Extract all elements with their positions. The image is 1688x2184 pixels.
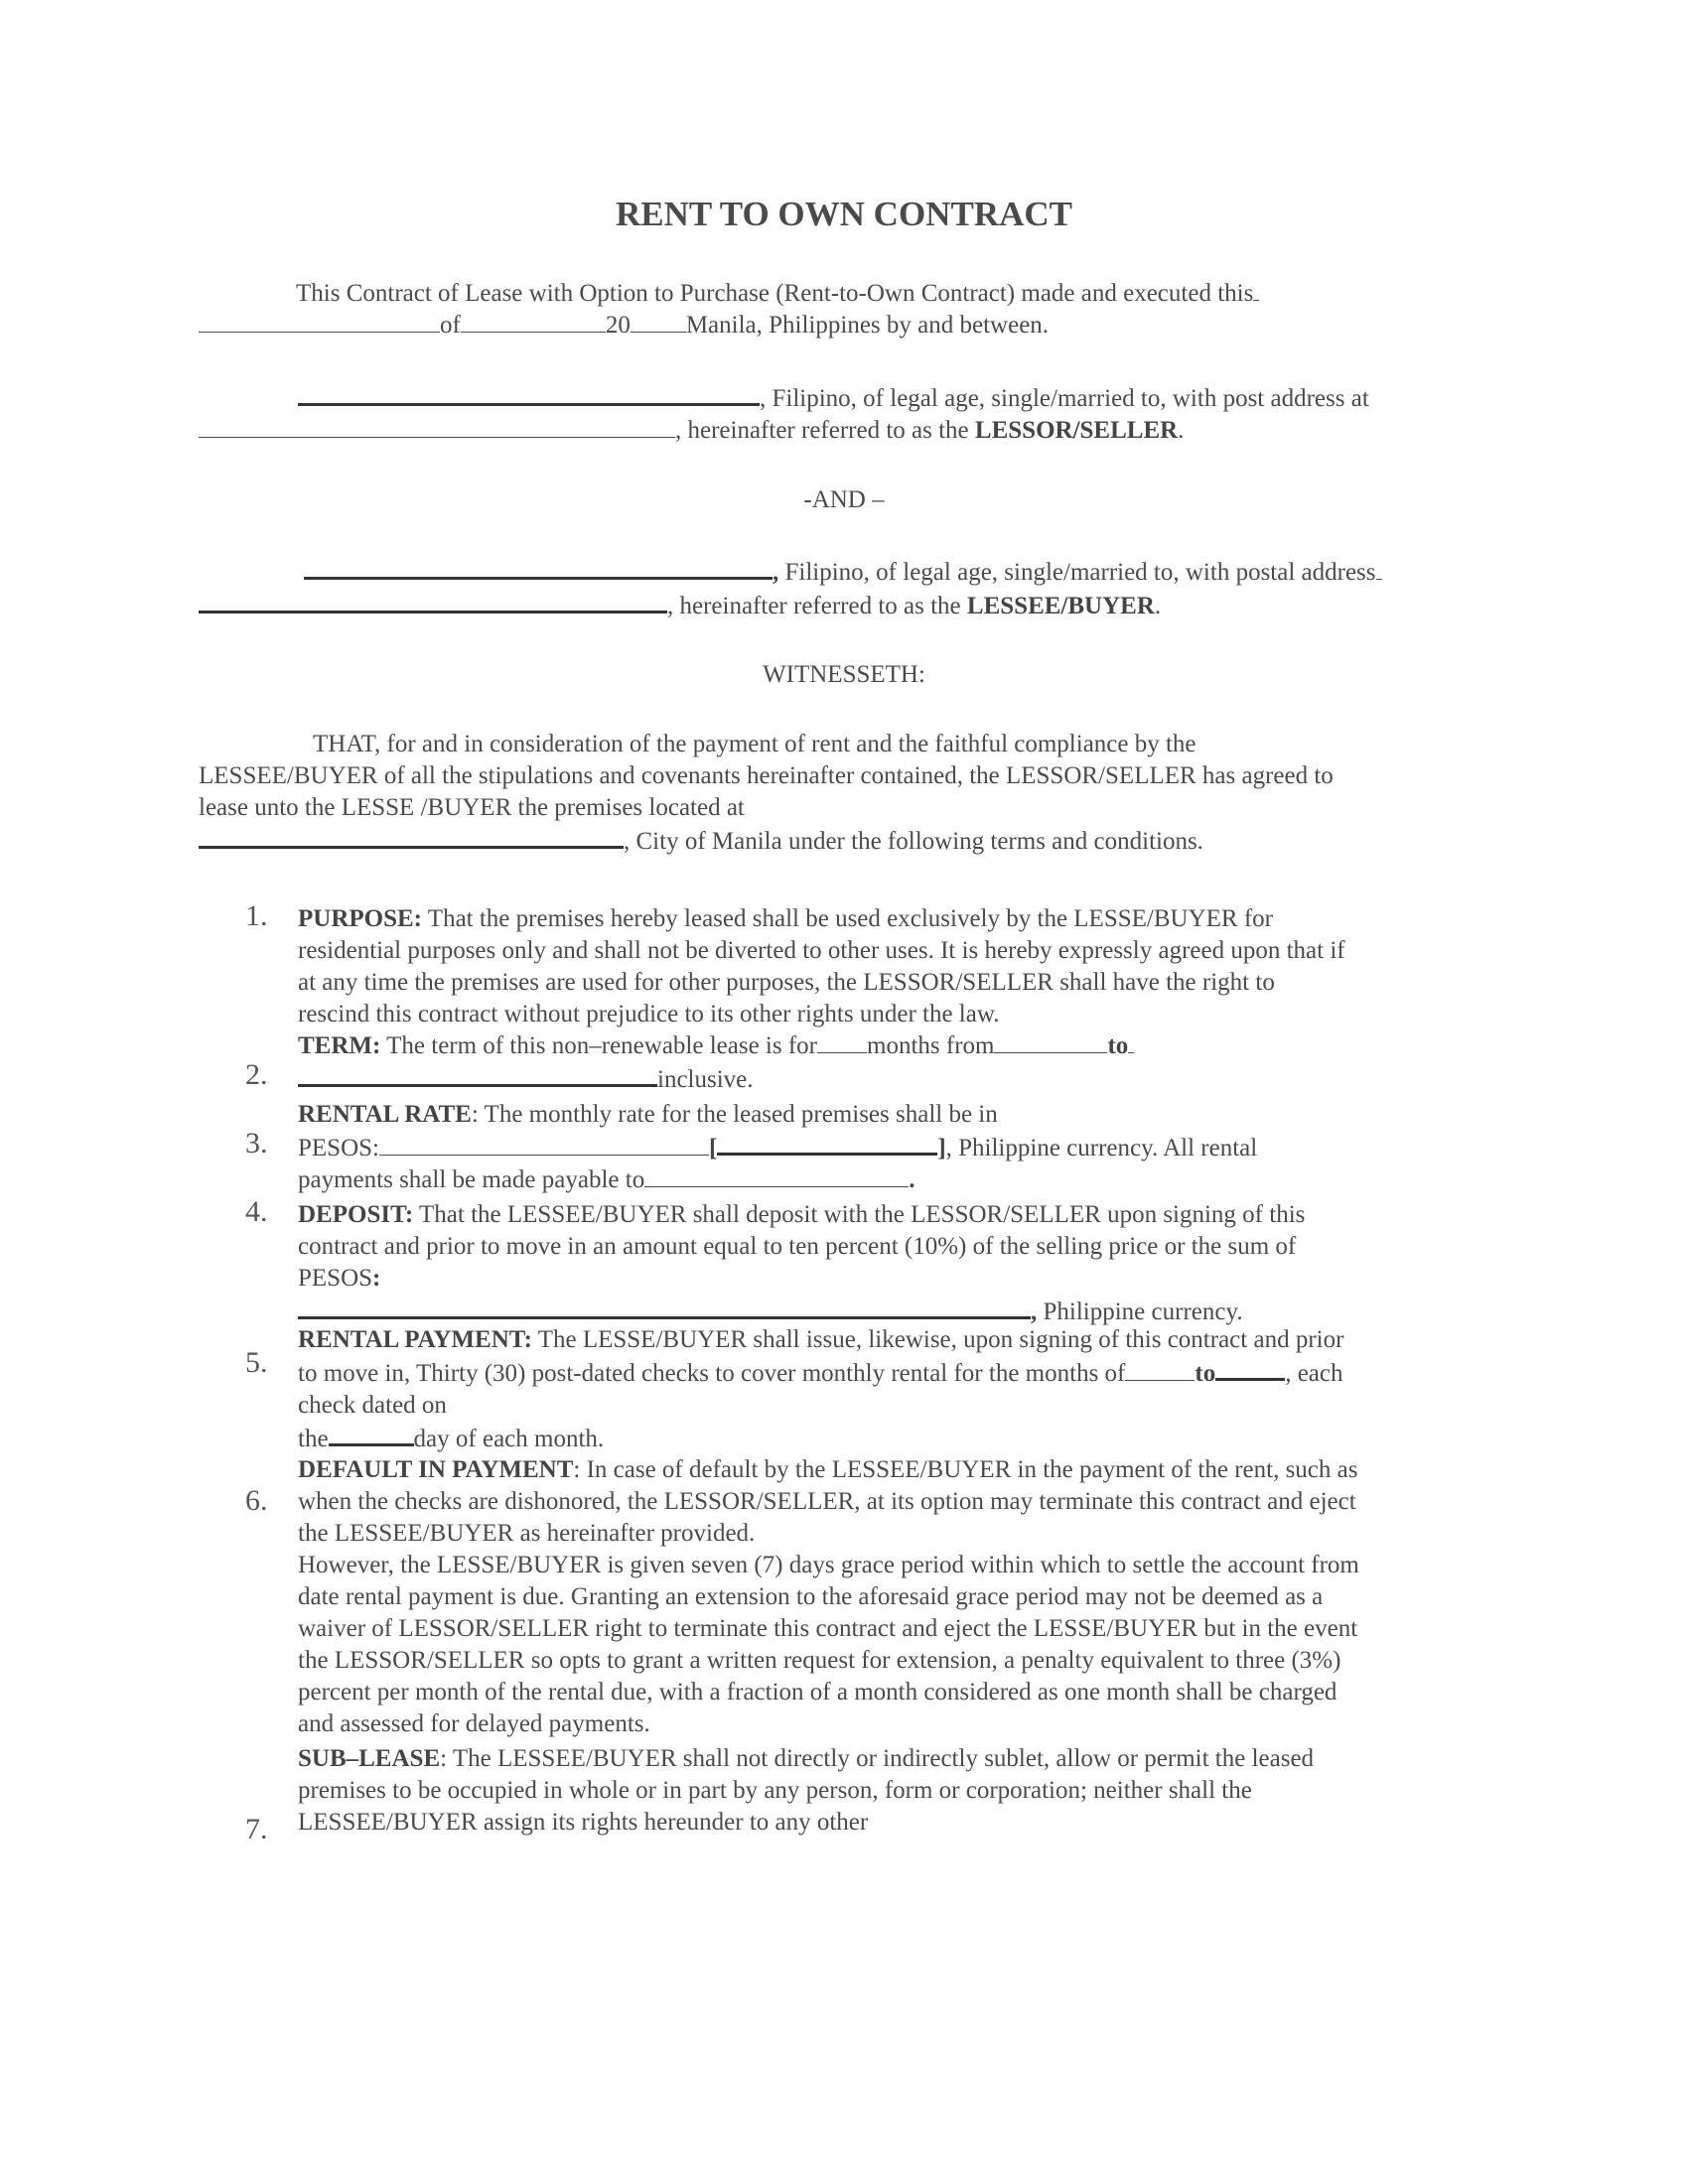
default-clause: DEFAULT IN PAYMENT: In case of default by the LESSEE/BUYER in the payment of the rent, such as when the checks are dishonored, the LESSOR/SELLER, at its option may terminate this contract and eject the LESSEE/BUYER as hereinafter provided. However, the LESSE/BUYER is given seven (7) days grace period within which to settle the account from date rental payment is due. Granting an extension to the aforesaid grace period may not be deemed as a waiver of LESSOR/SELLER right to terminate this contract and eject the LESSE/BUYER but in the event the LESSOR/SELLER so opts to grant a written request for extension, a penalty equivalent to three (3%) percent per month of the rental due, with a fraction of a month considered as one month shall be charged and assessed for delayed payments. bbox=[298, 1456, 1359, 1737]
rental-rate-clause: RENTAL RATE: The monthly rate for the leased premises shall be in PESOS: [ ], Philippine currency. All rental payments shall be made payable to . bbox=[298, 1101, 1258, 1193]
deposit-heading: DEPOSIT: bbox=[298, 1201, 414, 1228]
lessor-name-blank[interactable] bbox=[298, 381, 760, 406]
item-number-2: 2. bbox=[245, 1058, 268, 1091]
that-clause: THAT, for and in consideration of the payment of rent and the faithful compliance by the LESSEE/BUYER of all the stipulations and covenants hereinafter contained, the LESSOR/SELLER has agreed to lease unto the LESSE /BUYER the premises located at , City of Manila under the following terms and conditions. bbox=[199, 731, 1334, 855]
sublease-clause: SUB–LEASE: The LESSEE/BUYER shall not directly or indirectly sublet, allow or permit the leased premises to be occupied in whole or in part by any person, form or corporation; neither shall the LESSEE/BUYER assign its rights hereunder to any other bbox=[298, 1745, 1315, 1836]
purpose-clause: PURPOSE: That the premises hereby leased shall be used exclusively by the LESSE/BUYER for residential purposes only and shall not be diverted to other uses. It is hereby expressly agreed upon that if at any time the premises are used for other purposes, the LESSOR/SELLER shall have the right to rescind this contract without prejudice to its other rights under the law. bbox=[298, 905, 1345, 1027]
check-day-blank[interactable] bbox=[329, 1422, 414, 1446]
document-title: RENT TO OWN CONTRACT bbox=[616, 195, 1072, 233]
lessee-address-blank-start[interactable] bbox=[1376, 557, 1382, 580]
term-months-blank[interactable] bbox=[817, 1030, 867, 1053]
rental-payment-clause: RENTAL PAYMENT: The LESSE/BUYER shall issue, likewise, upon signing of this contract and prior to move in, Thirty (30) post-dated checks to cover monthly rental for the months of to , each check dated on the day of each month. bbox=[298, 1326, 1344, 1452]
item-number-4: 4. bbox=[245, 1195, 268, 1228]
lessor-role: LESSOR/SELLER bbox=[974, 417, 1179, 444]
item-number-3: 3. bbox=[245, 1127, 268, 1160]
lessee-paragraph: , Filipino, of legal age, single/married to, with postal address , hereinafter referred to as the LESSEE/BUYER. bbox=[199, 555, 1489, 622]
term-clause: TERM: The term of this non–renewable lease is for months from to inclusive. bbox=[298, 1030, 1489, 1096]
rental-rate-words-blank[interactable] bbox=[379, 1133, 709, 1156]
lessee-name-blank[interactable] bbox=[304, 555, 773, 580]
day-blank[interactable] bbox=[199, 310, 440, 333]
item-number-5: 5. bbox=[245, 1346, 268, 1379]
deposit-clause: DEPOSIT: That the LESSEE/BUYER shall deposit with the LESSOR/SELLER upon signing of this contract and prior to move in an amount equal to ten percent (10%) of the selling price or the sum of PESOS: , Philippine currency. bbox=[298, 1201, 1306, 1325]
month-blank[interactable] bbox=[461, 310, 606, 333]
item-number-7: 7. bbox=[245, 1813, 268, 1845]
term-to-blank[interactable] bbox=[298, 1062, 657, 1087]
rental-rate-heading: RENTAL RATE bbox=[298, 1101, 472, 1128]
default-heading: DEFAULT IN PAYMENT bbox=[298, 1456, 574, 1483]
witnesseth-heading: WITNESSETH: bbox=[763, 661, 925, 688]
intro-paragraph: This Contract of Lease with Option to Purchase (Rent-to-Own Contract) made and executed this of 20 Manila, Philippines by and between. bbox=[199, 278, 1489, 341]
rental-payment-heading: RENTAL PAYMENT: bbox=[298, 1326, 532, 1353]
term-heading: TERM: bbox=[298, 1032, 381, 1059]
sublease-heading: SUB–LEASE bbox=[298, 1745, 441, 1772]
item-number-6: 6. bbox=[245, 1484, 268, 1517]
and-separator: -AND – bbox=[803, 486, 885, 513]
term-from-blank[interactable] bbox=[994, 1030, 1107, 1053]
lessee-address-blank[interactable] bbox=[199, 589, 667, 614]
deposit-amount-blank[interactable] bbox=[298, 1295, 1031, 1319]
premises-location-blank[interactable] bbox=[199, 824, 624, 849]
purpose-heading: PURPOSE: bbox=[298, 905, 422, 932]
lessor-address-blank[interactable] bbox=[199, 415, 675, 438]
rental-rate-figure-blank[interactable] bbox=[717, 1131, 937, 1156]
lessee-role: LESSEE/BUYER bbox=[966, 593, 1155, 619]
lessor-paragraph: , Filipino, of legal age, single/married to, with post address at , hereinafter referred to as the LESSOR/SELLER. bbox=[199, 381, 1489, 447]
months-from-blank[interactable] bbox=[1125, 1358, 1195, 1381]
months-to-blank[interactable] bbox=[1215, 1356, 1285, 1381]
item-number-1: 1. bbox=[245, 899, 268, 932]
payee-blank[interactable] bbox=[644, 1164, 909, 1187]
term-to-blank-start[interactable] bbox=[1128, 1030, 1134, 1053]
intro-blank-start[interactable] bbox=[1253, 278, 1259, 301]
year-blank[interactable] bbox=[631, 310, 686, 333]
